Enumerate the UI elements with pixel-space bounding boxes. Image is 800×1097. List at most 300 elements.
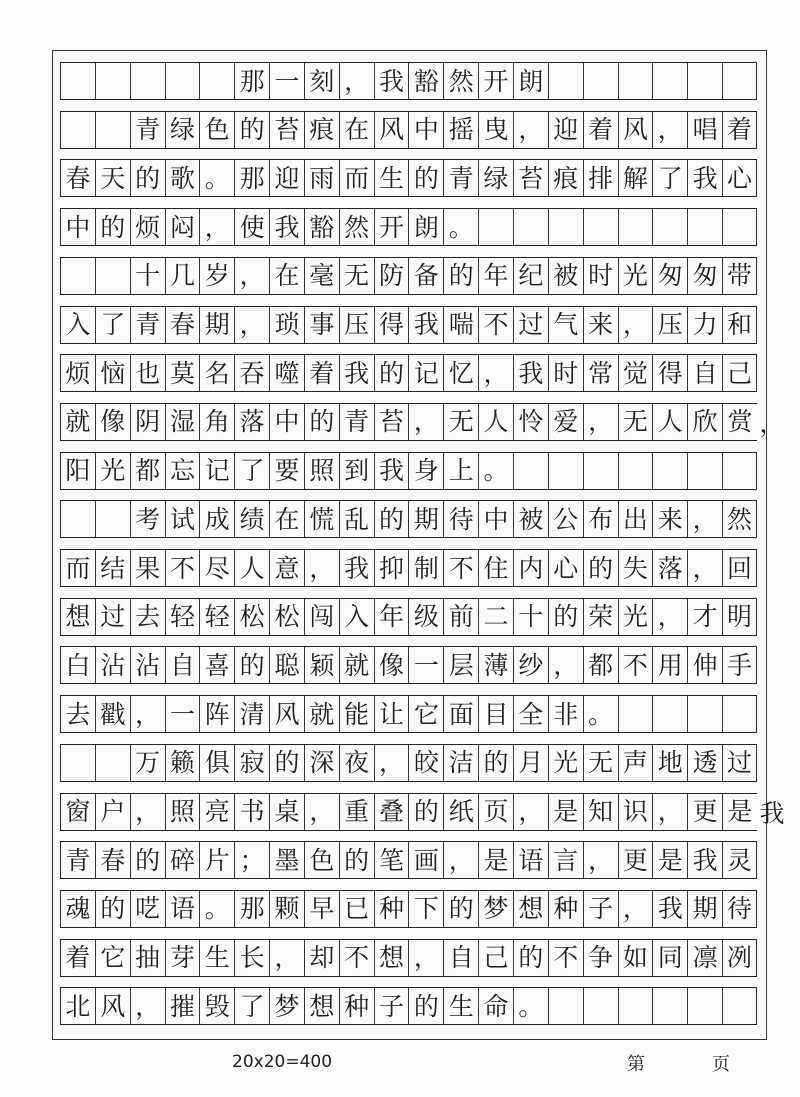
grid-cell: 全 xyxy=(513,696,548,732)
grid-cell xyxy=(583,453,618,489)
grid-cell: 笔 xyxy=(374,842,409,878)
grid-cell: ， xyxy=(304,550,339,586)
grid-cell: 戳 xyxy=(95,696,130,732)
grid-cell: 它 xyxy=(95,940,130,976)
grid-cell: 我 xyxy=(339,355,374,391)
grid-cell: 内 xyxy=(513,550,548,586)
grid-cell: 压 xyxy=(339,307,374,343)
grid-cell: 烦 xyxy=(60,355,95,391)
grid-cell: 春 xyxy=(165,307,200,343)
essay-row xyxy=(60,306,757,344)
grid-cell: 想 xyxy=(304,988,339,1024)
grid-cell xyxy=(548,63,583,99)
grid-cell: 痕 xyxy=(304,112,339,148)
grid-cell: 忘 xyxy=(165,453,200,489)
grid-cell: 俱 xyxy=(199,745,234,781)
grid-cell: 的 xyxy=(304,404,339,440)
grid-cell: 更 xyxy=(618,842,653,878)
grid-cell: 光 xyxy=(618,258,653,294)
grid-cell: 己 xyxy=(478,940,513,976)
grid-cell: 用 xyxy=(652,647,687,683)
grid-cell xyxy=(513,209,548,245)
grid-cell: 前 xyxy=(443,599,478,635)
grid-cell: 身 xyxy=(408,453,443,489)
grid-cell xyxy=(687,988,722,1024)
grid-cell: 光 xyxy=(618,599,653,635)
grid-cell: 无 xyxy=(618,404,653,440)
grid-cell: 非 xyxy=(548,696,583,732)
grid-cell xyxy=(60,501,95,537)
grid-cell xyxy=(722,63,757,99)
grid-cell: 想 xyxy=(374,940,409,976)
grid-cell: 夜 xyxy=(339,745,374,781)
grid-cell: 不 xyxy=(618,647,653,683)
grid-cell: 不 xyxy=(339,940,374,976)
grid-cell: 中 xyxy=(478,501,513,537)
grid-cell: 公 xyxy=(548,501,583,537)
grid-cell xyxy=(60,258,95,294)
grid-cell xyxy=(95,112,130,148)
grid-cell: 的 xyxy=(374,355,409,391)
grid-cell: 忆 xyxy=(443,355,478,391)
grid-cell: 风 xyxy=(95,988,130,1024)
grid-cell: 常 xyxy=(583,355,618,391)
grid-cell: 着 xyxy=(722,112,757,148)
essay-row xyxy=(60,500,757,538)
grid-cell: 人 xyxy=(478,404,513,440)
grid-cell xyxy=(583,209,618,245)
grid-cell: 芽 xyxy=(165,940,200,976)
grid-cell: 。 xyxy=(199,891,234,927)
grid-cell: 得 xyxy=(374,307,409,343)
grid-cell: 名 xyxy=(199,355,234,391)
grid-cell: 早 xyxy=(304,891,339,927)
grid-cell: 怜 xyxy=(513,404,548,440)
grid-cell: 着 xyxy=(304,355,339,391)
grid-cell: 期 xyxy=(199,307,234,343)
grid-cell: 的 xyxy=(408,988,443,1024)
grid-cell: 那 xyxy=(234,63,269,99)
grid-cell: 失 xyxy=(618,550,653,586)
grid-cell: 沾 xyxy=(95,647,130,683)
grid-cell: 不 xyxy=(478,307,513,343)
grid-cell: 人 xyxy=(652,404,687,440)
grid-cell: 二 xyxy=(478,599,513,635)
grid-cell: 恼 xyxy=(95,355,130,391)
grid-cell: 目 xyxy=(478,696,513,732)
grid-cell: 寂 xyxy=(234,745,269,781)
grid-cell: 在 xyxy=(269,501,304,537)
grid-cell: 那 xyxy=(234,891,269,927)
essay-row xyxy=(60,890,757,928)
grid-count-label: 20x20=400 xyxy=(232,1052,333,1072)
grid-cell: 烦 xyxy=(130,209,165,245)
grid-cell: 的 xyxy=(130,842,165,878)
grid-cell: 片 xyxy=(199,842,234,878)
grid-cell: 都 xyxy=(583,647,618,683)
grid-cell: 言 xyxy=(548,842,583,878)
grid-cell: 自 xyxy=(687,355,722,391)
grid-cell: 冽 xyxy=(722,940,757,976)
grid-cell: 角 xyxy=(199,404,234,440)
grid-cell: 纸 xyxy=(443,794,478,830)
grid-cell: 尽 xyxy=(199,550,234,586)
grid-cell: 的 xyxy=(443,891,478,927)
grid-cell: 叠 xyxy=(374,794,409,830)
grid-cell: 声 xyxy=(618,745,653,781)
grid-cell: 的 xyxy=(269,745,304,781)
grid-cell: 住 xyxy=(478,550,513,586)
grid-cell: 也 xyxy=(130,355,165,391)
grid-cell: 。 xyxy=(443,209,478,245)
grid-cell: 我 xyxy=(374,63,409,99)
grid-cell: 我 xyxy=(408,307,443,343)
grid-cell: 级 xyxy=(408,599,443,635)
grid-cell: 中 xyxy=(269,404,304,440)
grid-cell: 被 xyxy=(513,501,548,537)
grid-cell: 风 xyxy=(269,696,304,732)
grid-cell xyxy=(513,453,548,489)
grid-cell: 在 xyxy=(269,258,304,294)
grid-cell: 成 xyxy=(199,501,234,537)
grid-cell: 和 xyxy=(722,307,757,343)
grid-cell xyxy=(687,209,722,245)
grid-cell xyxy=(687,696,722,732)
grid-cell: 阳 xyxy=(60,453,95,489)
grid-cell: 的 xyxy=(583,550,618,586)
grid-cell: ， xyxy=(339,63,374,99)
grid-cell: 排 xyxy=(583,160,618,196)
essay-row xyxy=(60,598,757,636)
grid-cell: 万 xyxy=(130,745,165,781)
grid-cell: 层 xyxy=(443,647,478,683)
grid-cell: 光 xyxy=(95,453,130,489)
grid-cell: 种 xyxy=(548,891,583,927)
grid-cell: 种 xyxy=(339,988,374,1024)
essay-title-row xyxy=(60,62,757,100)
grid-cell: ， xyxy=(687,550,722,586)
grid-cell: 。 xyxy=(478,453,513,489)
grid-cell: 清 xyxy=(234,696,269,732)
grid-cell: 待 xyxy=(443,501,478,537)
grid-cell: 识 xyxy=(618,794,653,830)
grid-cell: 书 xyxy=(234,794,269,830)
grid-cell: 呓 xyxy=(130,891,165,927)
essay-row xyxy=(60,695,757,733)
grid-cell: 青 xyxy=(443,160,478,196)
grid-cell: 回 xyxy=(722,550,757,586)
grid-cell: 了 xyxy=(95,307,130,343)
grid-cell: 一 xyxy=(408,647,443,683)
grid-cell: 布 xyxy=(583,501,618,537)
grid-cell: 唱 xyxy=(687,112,722,148)
grid-cell: ， xyxy=(374,745,409,781)
grid-cell: 凛 xyxy=(687,940,722,976)
grid-cell xyxy=(618,209,653,245)
grid-cell xyxy=(199,63,234,99)
grid-cell xyxy=(548,988,583,1024)
grid-cell: 力 xyxy=(687,307,722,343)
grid-cell: 毫 xyxy=(304,258,339,294)
grid-cell: 春 xyxy=(60,160,95,196)
grid-cell: 备 xyxy=(408,258,443,294)
grid-cell: 是 xyxy=(652,842,687,878)
grid-cell: 生 xyxy=(443,988,478,1024)
grid-cell: 考 xyxy=(130,501,165,537)
grid-cell: 的 xyxy=(374,501,409,537)
grid-cell: 开 xyxy=(374,209,409,245)
grid-cell: 不 xyxy=(165,550,200,586)
grid-cell: 魂 xyxy=(60,891,95,927)
grid-cell: 痕 xyxy=(548,160,583,196)
grid-cell: 春 xyxy=(95,842,130,878)
grid-cell: 是 xyxy=(548,794,583,830)
grid-cell: 了 xyxy=(234,453,269,489)
grid-cell: 想 xyxy=(60,599,95,635)
grid-cell xyxy=(95,258,130,294)
grid-cell xyxy=(60,112,95,148)
grid-cell: 噬 xyxy=(269,355,304,391)
grid-cell: 我 xyxy=(687,160,722,196)
grid-cell: 无 xyxy=(339,258,374,294)
grid-cell: 的 xyxy=(513,940,548,976)
grid-cell: 十 xyxy=(513,599,548,635)
grid-cell: 聪 xyxy=(269,647,304,683)
grid-cell: 语 xyxy=(165,891,200,927)
grid-cell: 乱 xyxy=(339,501,374,537)
grid-cell: 种 xyxy=(374,891,409,927)
grid-cell: 薄 xyxy=(478,647,513,683)
grid-cell: 灵 xyxy=(722,842,757,878)
grid-cell: 被 xyxy=(548,258,583,294)
grid-cell: 苔 xyxy=(513,160,548,196)
grid-cell: 手 xyxy=(722,647,757,683)
grid-cell: 亮 xyxy=(199,794,234,830)
grid-cell: 使 xyxy=(234,209,269,245)
grid-cell: 绿 xyxy=(478,160,513,196)
grid-cell: 中 xyxy=(60,209,95,245)
grid-cell: 莫 xyxy=(165,355,200,391)
grid-cell xyxy=(652,988,687,1024)
grid-cell: ， xyxy=(130,988,165,1024)
grid-cell: 压 xyxy=(652,307,687,343)
grid-cell: 色 xyxy=(304,842,339,878)
grid-cell: 匆 xyxy=(687,258,722,294)
grid-cell: 碎 xyxy=(165,842,200,878)
grid-cell: 己 xyxy=(722,355,757,391)
grid-cell: 爱 xyxy=(548,404,583,440)
grid-cell: 期 xyxy=(687,891,722,927)
grid-cell: 年 xyxy=(478,258,513,294)
essay-row xyxy=(60,159,757,197)
grid-cell: 伸 xyxy=(687,647,722,683)
essay-row xyxy=(60,939,757,977)
grid-cell: 苔 xyxy=(374,404,409,440)
grid-cell: 争 xyxy=(583,940,618,976)
grid-cell: 荣 xyxy=(583,599,618,635)
grid-cell: 同 xyxy=(652,940,687,976)
grid-cell: 在 xyxy=(339,112,374,148)
essay-row xyxy=(60,257,757,295)
grid-cell: 中 xyxy=(408,112,443,148)
grid-cell: 着 xyxy=(60,940,95,976)
grid-cell: 命 xyxy=(478,988,513,1024)
grid-cell: 闯 xyxy=(304,599,339,635)
grid-cell: 明 xyxy=(722,599,757,635)
grid-cell: 生 xyxy=(199,940,234,976)
overflow-character: 我 xyxy=(759,798,785,828)
grid-cell: 青 xyxy=(130,307,165,343)
grid-cell: 我 xyxy=(513,355,548,391)
grid-cell xyxy=(722,453,757,489)
grid-cell: 颗 xyxy=(269,891,304,927)
grid-cell: 。 xyxy=(199,160,234,196)
grid-cell: ， xyxy=(199,209,234,245)
grid-cell: 一 xyxy=(269,63,304,99)
grid-cell: 就 xyxy=(339,647,374,683)
grid-cell: 长 xyxy=(234,940,269,976)
grid-cell: 它 xyxy=(408,696,443,732)
overflow-character: ， xyxy=(759,408,785,438)
grid-cell xyxy=(722,988,757,1024)
grid-cell: ， xyxy=(583,404,618,440)
grid-cell: 籁 xyxy=(165,745,200,781)
grid-cell: ， xyxy=(408,940,443,976)
grid-cell: 琐 xyxy=(269,307,304,343)
grid-cell: 风 xyxy=(374,112,409,148)
grid-cell: 深 xyxy=(304,745,339,781)
grid-cell xyxy=(652,63,687,99)
grid-cell xyxy=(618,988,653,1024)
grid-cell: 是 xyxy=(478,842,513,878)
grid-cell: 了 xyxy=(234,988,269,1024)
grid-cell: ， xyxy=(408,404,443,440)
grid-cell: 觉 xyxy=(618,355,653,391)
grid-cell: 赏 xyxy=(722,404,757,440)
grid-cell: 雨 xyxy=(304,160,339,196)
grid-cell: 沾 xyxy=(130,647,165,683)
grid-cell: 松 xyxy=(234,599,269,635)
grid-cell: 朗 xyxy=(513,63,548,99)
grid-cell: 的 xyxy=(234,647,269,683)
grid-cell: 制 xyxy=(408,550,443,586)
grid-cell: ， xyxy=(513,794,548,830)
grid-cell: 洁 xyxy=(443,745,478,781)
grid-cell: 摧 xyxy=(165,988,200,1024)
grid-cell: 绩 xyxy=(234,501,269,537)
grid-cell: 要 xyxy=(269,453,304,489)
grid-cell: 时 xyxy=(548,355,583,391)
essay-row xyxy=(60,646,757,684)
grid-cell: 抽 xyxy=(130,940,165,976)
grid-cell: 开 xyxy=(478,63,513,99)
grid-cell: 入 xyxy=(339,599,374,635)
grid-cell: 一 xyxy=(165,696,200,732)
grid-cell: 心 xyxy=(722,160,757,196)
grid-cell: 苔 xyxy=(269,112,304,148)
grid-cell: 纱 xyxy=(513,647,548,683)
essay-row xyxy=(60,841,757,879)
grid-cell: 不 xyxy=(548,940,583,976)
grid-cell xyxy=(95,501,130,537)
grid-cell: 青 xyxy=(130,112,165,148)
grid-cell: 像 xyxy=(374,647,409,683)
grid-cell xyxy=(583,988,618,1024)
grid-cell: 迎 xyxy=(548,112,583,148)
grid-cell xyxy=(618,453,653,489)
essay-row xyxy=(60,403,785,441)
grid-cell: 而 xyxy=(60,550,95,586)
grid-cell: 事 xyxy=(304,307,339,343)
grid-cell: ， xyxy=(652,112,687,148)
grid-cell: ， xyxy=(234,307,269,343)
grid-cell: 生 xyxy=(374,160,409,196)
grid-cell: 青 xyxy=(60,842,95,878)
grid-cell: 的 xyxy=(130,160,165,196)
grid-cell: 语 xyxy=(513,842,548,878)
grid-cell: 桌 xyxy=(269,794,304,830)
grid-cell: 刻 xyxy=(304,63,339,99)
grid-cell xyxy=(95,745,130,781)
grid-cell: 期 xyxy=(408,501,443,537)
grid-cell: 风 xyxy=(618,112,653,148)
grid-cell: 记 xyxy=(408,355,443,391)
grid-cell: 几 xyxy=(165,258,200,294)
grid-cell: 去 xyxy=(60,696,95,732)
grid-cell: 的 xyxy=(408,794,443,830)
grid-cell: 歌 xyxy=(165,160,200,196)
grid-cell: ， xyxy=(583,842,618,878)
grid-cell: 了 xyxy=(652,160,687,196)
grid-cell: 自 xyxy=(443,940,478,976)
grid-cell: 更 xyxy=(687,794,722,830)
essay-row xyxy=(60,354,757,392)
grid-cell: 过 xyxy=(722,745,757,781)
grid-cell: 下 xyxy=(408,891,443,927)
grid-cell: 梦 xyxy=(269,988,304,1024)
grid-cell xyxy=(652,209,687,245)
grid-cell: 就 xyxy=(60,404,95,440)
grid-cell: ， xyxy=(269,940,304,976)
grid-cell: 让 xyxy=(374,696,409,732)
grid-cell: 纪 xyxy=(513,258,548,294)
grid-cell: 落 xyxy=(234,404,269,440)
grid-cell: 落 xyxy=(652,550,687,586)
grid-cell: 上 xyxy=(443,453,478,489)
grid-cell: 阴 xyxy=(130,404,165,440)
grid-cell: ， xyxy=(618,891,653,927)
grid-cell: 然 xyxy=(722,501,757,537)
grid-cell xyxy=(478,209,513,245)
grid-cell: 匆 xyxy=(652,258,687,294)
grid-cell: 欣 xyxy=(687,404,722,440)
grid-cell: ， xyxy=(234,258,269,294)
grid-cell: 我 xyxy=(339,550,374,586)
grid-cell xyxy=(60,745,95,781)
grid-cell: 曳 xyxy=(478,112,513,148)
grid-cell xyxy=(687,453,722,489)
grid-cell: 画 xyxy=(408,842,443,878)
grid-cell: 想 xyxy=(513,891,548,927)
grid-cell: ， xyxy=(130,696,165,732)
grid-cell: 地 xyxy=(652,745,687,781)
grid-cell: 带 xyxy=(722,258,757,294)
grid-cell: 透 xyxy=(687,745,722,781)
grid-cell: 解 xyxy=(618,160,653,196)
grid-cell: 意 xyxy=(269,550,304,586)
grid-cell: 而 xyxy=(339,160,374,196)
grid-cell: ， xyxy=(618,307,653,343)
